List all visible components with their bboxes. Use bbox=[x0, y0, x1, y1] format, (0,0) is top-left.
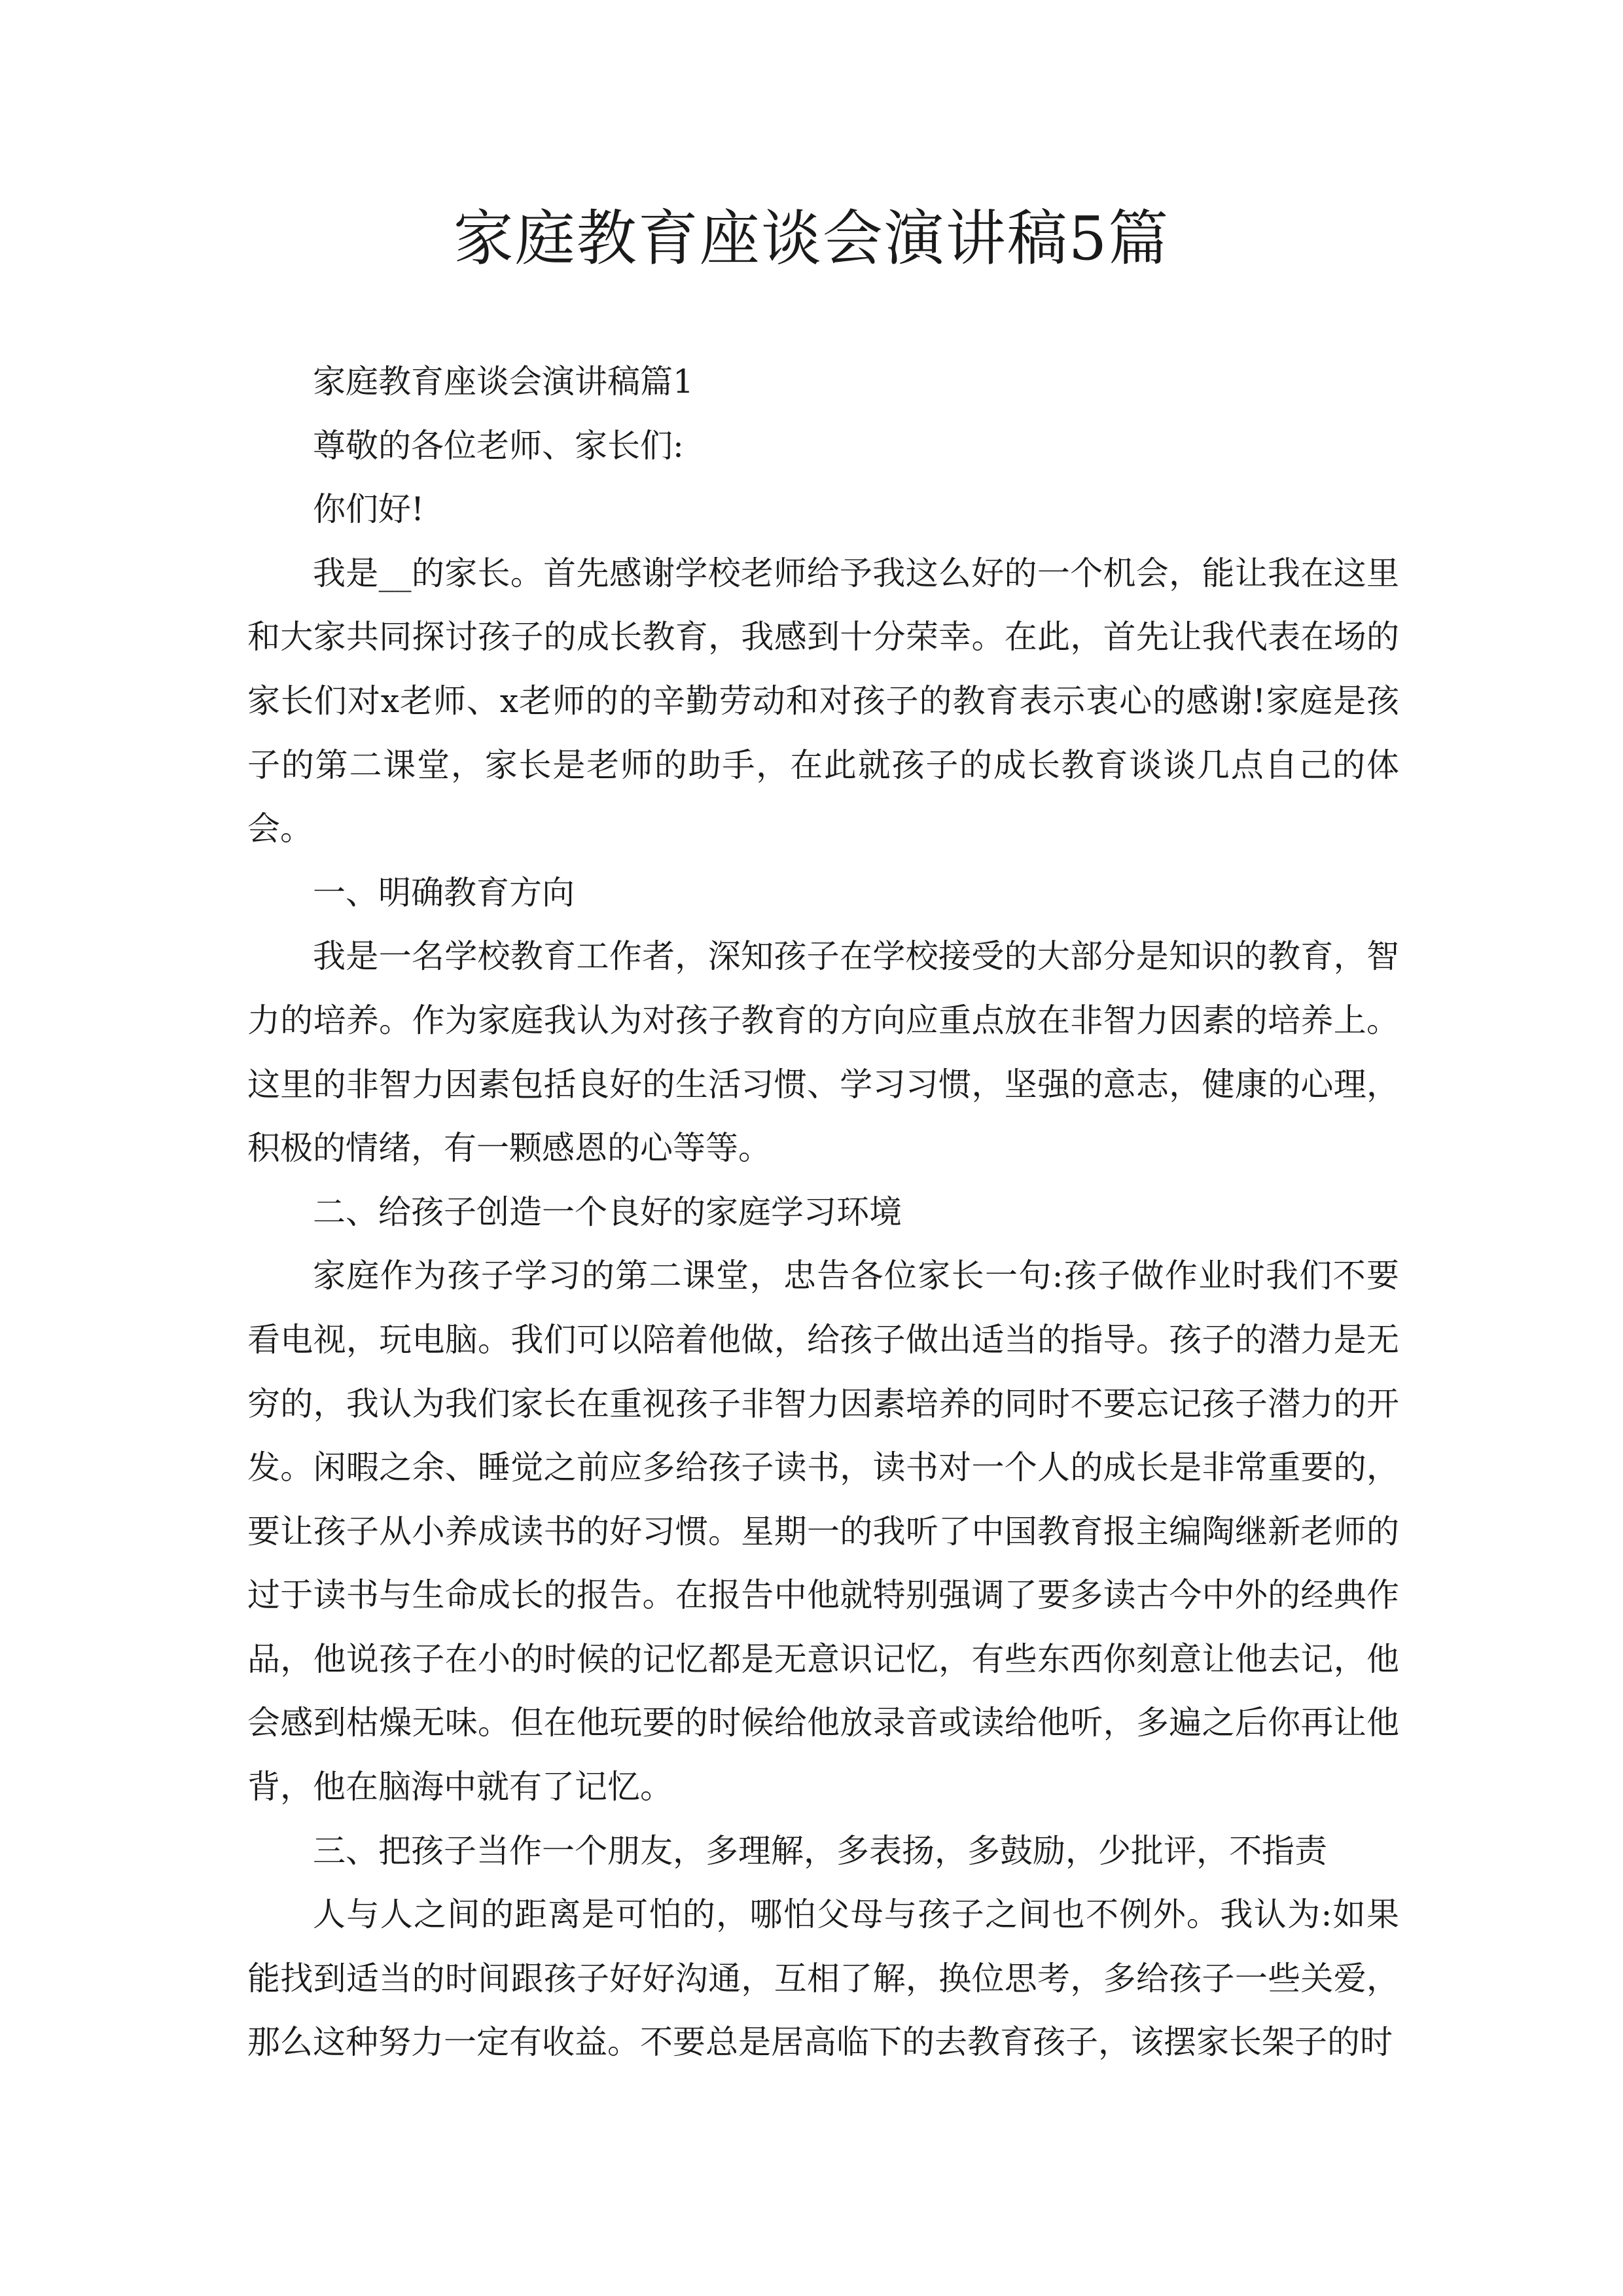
section-heading: 家庭教育座谈会演讲稿篇1 bbox=[313, 363, 694, 401]
section-heading: 三、把孩子当作一个朋友，多理解，多表扬，多鼓励，少批评，不指责 bbox=[313, 1831, 1327, 1870]
paragraph: 家庭作为孩子学习的第二课堂，忠告各位家长一句:孩子做作业时我们不要看电视，玩电脑。我们可以陪着他做，给孩子做出适当的指导。孩子的潜力是无穷的，我认为我们家长在重视孩子非智力因素培养的同时不要忘记孩子潜力的开发。闲暇之余、睡觉之前应多给孩子读书，读书对一个人的成长是非常重要的，要让孩子从小养成读书的好习惯。星期一的我听了中国教育报主编陶继新老师的过于读书与生命成长的报告。在报告中他就特别强调了要多读古今中外的经典作品，他说孩子在小的时候的记忆都是无意识记忆，有些东西你刻意让他去记，他会感到枯燥无味。但在他玩要的时候给他放录音或读给他听，多遍之后你再让他背，他在脑海中就有了记忆。 bbox=[247, 1257, 1399, 1806]
section-heading: 二、给孩子创造一个良好的家庭学习环境 bbox=[313, 1193, 902, 1231]
paragraph: 人与人之间的距离是可怕的，哪怕父母与孩子之间也不例外。我认为:如果能找到适当的时间跟孩子好好沟通，互相了解，换位思考，多给孩子一些关爱，那么这种努力一定有收益。不要总是居高临下的去教育孩子，该摆家长架子的时 bbox=[247, 1895, 1399, 2062]
greeting: 你们好! bbox=[313, 490, 425, 529]
document-body bbox=[247, 350, 1399, 2075]
paragraph: 我是__的家长。首先感谢学校老师给予我这么好的一个机会，能让我在这里和大家共同探讨孩子的成长教育，我感到十分荣幸。在此，首先让我代表在场的家长们对x老师、x老师的的辛勤劳动和对孩子的教育表示衷心的感谢!家庭是孩子的第二课堂，家长是老师的助手，在此就孩子的成长教育谈谈几点自己的体会。 bbox=[247, 554, 1399, 848]
salutation: 尊敬的各位老师、家长们: bbox=[313, 426, 684, 465]
section-heading: 一、明确教育方向 bbox=[313, 873, 575, 912]
document-title: 家庭教育座谈会演讲稿5篇 bbox=[453, 204, 1170, 274]
paragraph: 我是一名学校教育工作者，深知孩子在学校接受的大部分是知识的教育，智力的培养。作为家庭我认为对孩子教育的方向应重点放在非智力因素的培养上。这里的非智力因素包括良好的生活习惯、学习习惯，坚强的意志，健康的心理，积极的情绪，有一颗感恩的心等等。 bbox=[247, 937, 1399, 1168]
